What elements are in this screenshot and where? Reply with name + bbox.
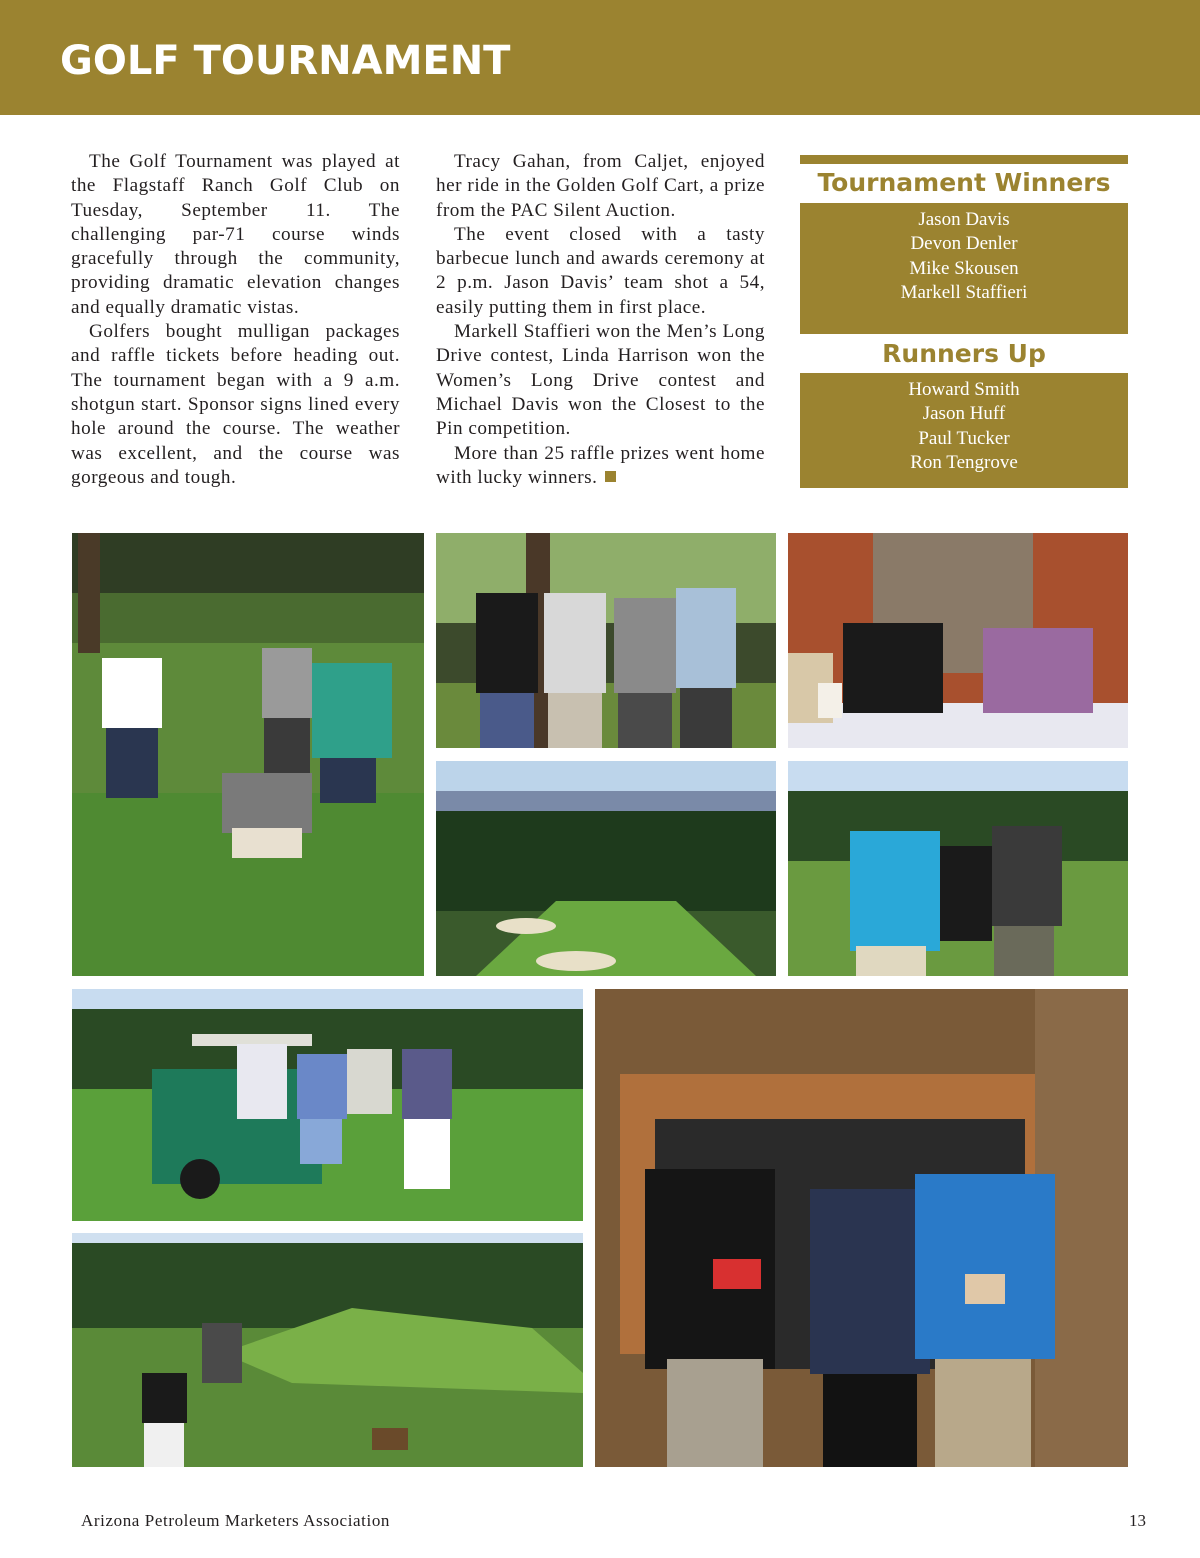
winners-list bbox=[800, 203, 1128, 334]
header-banner bbox=[0, 0, 1200, 115]
paragraph-text: More than 25 raffle prizes went home with lucky winners. bbox=[436, 442, 765, 488]
runner-up-name: Jason Huff bbox=[922, 403, 1006, 425]
paragraph: Markell Staffieri won the Men’s Long Drive contest, Linda Harrison won the Women’s Long Drive contest and Michael Davis won the Closest to the Pin competition. bbox=[436, 321, 765, 440]
article-column-2 bbox=[436, 150, 765, 490]
photo-three-golfers bbox=[788, 761, 1128, 976]
runner-up-name: Howard Smith bbox=[908, 379, 1020, 400]
paragraph-last bbox=[436, 442, 765, 491]
winner-name: Devon Denler bbox=[910, 233, 1018, 255]
paragraph: Golfers bought mulligan packages and raffle tickets before heading out. The tournament began with a 9 a.m. shotgun start. Sponsor signs lined every hole around the course. The weather was excellent, and the course was gorgeous and tough. bbox=[71, 321, 400, 488]
end-mark-icon bbox=[605, 471, 616, 482]
page-number: 13 bbox=[1129, 1511, 1146, 1530]
photo-registration-table bbox=[788, 533, 1128, 748]
photo-prize-winners-fireplace bbox=[595, 989, 1128, 1467]
runners-up-list bbox=[800, 373, 1128, 488]
winner-name: Jason Davis bbox=[918, 209, 1010, 230]
runners-up-title: Runners Up bbox=[882, 339, 1046, 368]
winner-name: Mike Skousen bbox=[909, 257, 1019, 279]
winners-title: Tournament Winners bbox=[817, 168, 1111, 197]
paragraph: The event closed with a tasty barbecue lunch and awards ceremony at 2 p.m. Jason Davis’ team shot a 54, easily putting them in first place. bbox=[436, 223, 765, 318]
footer-publisher: Arizona Petroleum Marketers Association bbox=[81, 1511, 391, 1530]
paragraph: Tracy Gahan, from Caljet, enjoyed her ride in the Golden Golf Cart, a prize from the PAC Silent Auction. bbox=[436, 151, 765, 221]
photo-golf-cart-group bbox=[72, 989, 583, 1221]
sidebar-rule bbox=[800, 155, 1128, 164]
runner-up-name: Paul Tucker bbox=[918, 427, 1010, 449]
winner-name: Markell Staffieri bbox=[900, 281, 1028, 303]
photo-four-golfers bbox=[436, 533, 776, 748]
page-title: GOLF TOURNAMENT bbox=[60, 38, 511, 84]
photo-tee-box bbox=[72, 1233, 583, 1467]
paragraph: The Golf Tournament was played at the Flagstaff Ranch Golf Club on Tuesday, September 11. The challenging par-71 course winds gracefully through the community, providing dramatic elevation changes and equally dramatic vistas. bbox=[71, 151, 400, 318]
photo-fairway-view bbox=[436, 761, 776, 976]
runner-up-name: Ron Tengrove bbox=[910, 451, 1018, 473]
photo-golfers-on-green bbox=[72, 533, 424, 976]
article-column-1 bbox=[71, 150, 400, 490]
